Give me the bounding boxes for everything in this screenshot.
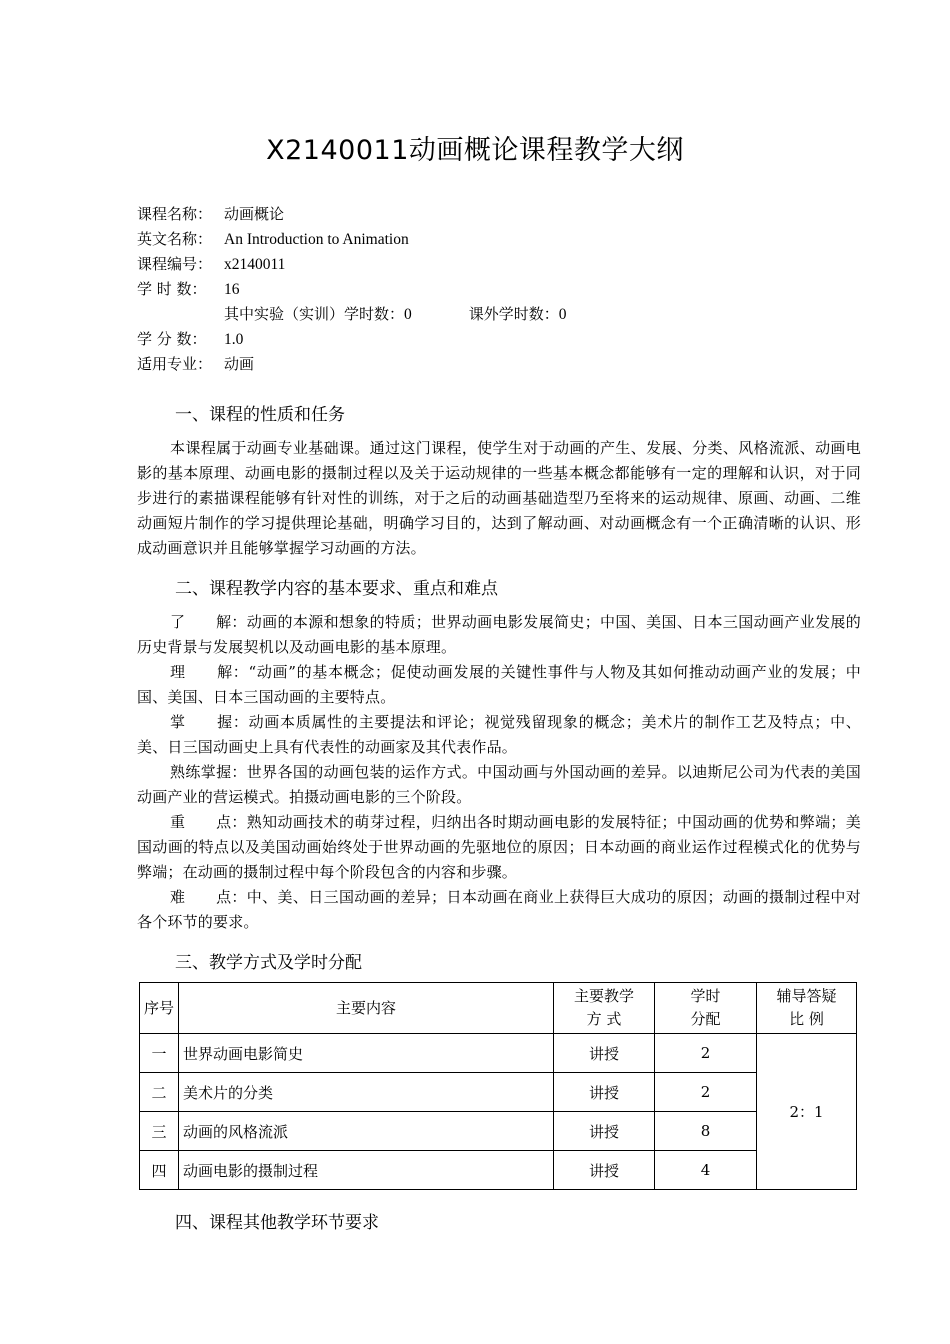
row-no: 一: [140, 1034, 179, 1073]
extra-hours-value: 0: [558, 306, 567, 323]
row-content: 美术片的分类: [179, 1073, 554, 1112]
row-hours: 2: [655, 1073, 757, 1112]
extra-hours-label: 课外学时数：: [468, 305, 559, 323]
hours-breakdown-row: [137, 302, 566, 327]
table-row: [140, 1112, 857, 1151]
header-method: 主要教学 方 式: [554, 983, 655, 1034]
row-no: 四: [140, 1151, 179, 1190]
teaching-schedule-table: [139, 982, 857, 1190]
row-method: 讲授: [554, 1112, 655, 1151]
row-content: 动画电影的摄制过程: [179, 1151, 554, 1190]
table-row: [140, 1151, 857, 1190]
row-content: 世界动画电影简史: [179, 1034, 554, 1073]
header-content: 主要内容: [179, 983, 554, 1034]
major-value: 动画: [224, 355, 255, 373]
section-1-text: 本课程属于动画专业基础课。通过这门课程，使学生对于动画的产生、发展、分类、风格流派、动画电影的基本原理、动画电影的摄制过程以及关于运动规律的一些基本概念都能够有一定的理解和认识，对于同步进行的素描课程能够有针对性的训练，对于之后的动画基础造型乃至将来的运动规律、原画、动画、二维动画短片制作的学习提供理论基础，明确学习目的，达到了解动画、对动画概念有一个正确清晰的认识、形成动画意识并且能够掌握学习动画的方法。: [137, 439, 861, 557]
section-1-heading: 一、课程的性质和任务: [175, 405, 345, 425]
course-code-value: x2140011: [224, 256, 286, 273]
hours-row: [137, 277, 566, 302]
hours-label: 学 时 数：: [137, 280, 207, 298]
major-row: [137, 352, 566, 377]
course-code-label: 课程编号：: [137, 255, 213, 273]
requirement-comprehend: 理 解：“动画”的基本概念；促使动画发展的关键性事件与人物及其如何推动动画产业的发展；中国、美国、日本三国动画的主要特点。: [137, 663, 861, 706]
row-method: 讲授: [554, 1073, 655, 1112]
requirement-understand: 了 解：动画的本源和想象的特质；世界动画电影发展简史；中国、美国、日本三国动画产业发展的历史背景与发展契机以及动画电影的基本原理。: [137, 613, 861, 656]
lab-hours-value: 0: [404, 306, 412, 323]
header-ratio: 辅导答疑 比 例: [757, 983, 857, 1034]
row-content: 动画的风格流派: [179, 1112, 554, 1151]
lab-hours-label: 其中实验（实训）学时数：: [224, 305, 405, 323]
header-hours: 学时 分配: [655, 983, 757, 1034]
credits-row: [137, 327, 566, 352]
course-name-value: 动画概论: [224, 205, 285, 223]
credits-value: 1.0: [224, 331, 244, 348]
course-code-row: [137, 252, 566, 277]
row-no: 二: [140, 1073, 179, 1112]
table-row: [140, 1034, 857, 1073]
english-name-label: 英文名称：: [137, 230, 213, 248]
section-4-heading: 四、课程其他教学环节要求: [175, 1213, 379, 1233]
english-name-value: An Introduction to Animation: [224, 231, 409, 248]
major-label: 适用专业：: [137, 355, 213, 373]
credits-label: 学 分 数：: [137, 330, 207, 348]
row-method: 讲授: [554, 1034, 655, 1073]
header-no: 序号: [140, 983, 179, 1034]
course-name-label: 课程名称：: [137, 205, 213, 223]
row-hours: 2: [655, 1034, 757, 1073]
ratio-cell: 2：1: [757, 1034, 857, 1190]
requirement-master: 掌 握：动画本质属性的主要提法和评论；视觉残留现象的概念；美术片的制作工艺及特点；中、美、日三国动画史上具有代表性的动画家及其代表作品。: [137, 713, 861, 756]
table-row: [140, 1073, 857, 1112]
table-header-row: [140, 983, 857, 1034]
english-name-row: [137, 227, 566, 252]
section-2-heading: 二、课程教学内容的基本要求、重点和难点: [175, 579, 498, 599]
requirements-list: [137, 610, 861, 935]
requirement-key-points: 重 点：熟知动画技术的萌芽过程，归纳出各时期动画电影的发展特征；中国动画的优势和弊端；美国动画的特点以及美国动画始终处于世界动画的先驱地位的原因；日本动画的商业运作过程模式化的优势与弊端；在动画的摄制过程中每个阶段包含的内容和步骤。: [137, 813, 861, 881]
requirement-proficient: 熟练掌握：世界各国的动画包装的运作方式。中国动画与外国动画的差异。以迪斯尼公司为代表的美国动画产业的营运模式。拍摄动画电影的三个阶段。: [137, 763, 861, 806]
section-3-heading: 三、教学方式及学时分配: [175, 953, 362, 973]
hours-value: 16: [224, 281, 240, 298]
requirement-difficulties: 难 点：中、美、日三国动画的差异；日本动画在商业上获得巨大成功的原因；动画的摄制过程中对各个环节的要求。: [137, 888, 861, 931]
course-info: [137, 202, 566, 377]
course-name-row: [137, 202, 566, 227]
row-method: 讲授: [554, 1151, 655, 1190]
row-hours: 8: [655, 1112, 757, 1151]
row-hours: 4: [655, 1151, 757, 1190]
row-no: 三: [140, 1112, 179, 1151]
page-title: X2140011动画概论课程教学大纲: [266, 135, 684, 166]
